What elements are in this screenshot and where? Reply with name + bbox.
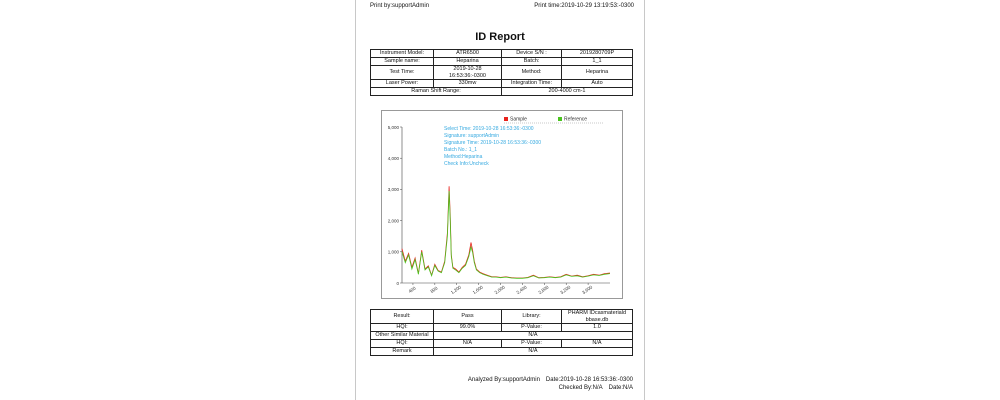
remark-value: N/A: [434, 348, 633, 356]
table-row: [371, 332, 633, 340]
x-tick-label: 3,200: [559, 284, 572, 296]
annotation-line: Batch No.: 1_1: [444, 147, 478, 153]
y-tick-label: 1,000: [387, 249, 399, 255]
x-tick-label: 3,600: [581, 284, 594, 296]
annotation-line: Method:Heparina: [444, 154, 483, 160]
instrument-model-value: ATR6500: [434, 50, 502, 58]
method-value: Heparina: [562, 66, 633, 80]
batch-value: 1_1: [562, 58, 633, 66]
info-table: [370, 49, 633, 96]
table-row: [371, 66, 633, 80]
spectrum-chart: [381, 110, 623, 299]
annotation-line: Signature Time: 2019-10-28 16:53:36:-0300: [444, 140, 542, 146]
x-tick-label: 400: [407, 285, 417, 294]
print-time: Print time:2019-10-29 13:19:53:-0300: [534, 3, 634, 9]
library-label: Library:: [502, 310, 562, 324]
test-time-label: Test Time:: [371, 66, 434, 80]
pvalue2-value: N/A: [562, 340, 633, 348]
other-similar-label: Other Similar Material: [371, 332, 434, 340]
analyzed-date: Date:2019-10-28 16:53:36:-0300: [545, 377, 633, 383]
spectrum-chart-svg: [382, 111, 622, 298]
table-row: [371, 50, 633, 58]
y-tick-label: 0: [396, 280, 399, 286]
legend-swatch-sample: [504, 117, 508, 121]
pvalue2-label: P-Value:: [502, 340, 562, 348]
other-similar-value: N/A: [434, 332, 633, 340]
x-tick-label: 800: [429, 285, 439, 294]
table-row: [371, 324, 633, 332]
footer-checked: [559, 385, 633, 391]
y-tick-label: 5,000: [387, 124, 399, 130]
table-row: [371, 310, 633, 324]
x-tick-label: 2,400: [515, 284, 528, 296]
sample-name-label: Sample name:: [371, 58, 434, 66]
batch-label: Batch:: [502, 58, 562, 66]
instrument-model-label: Instrument Model:: [371, 50, 434, 58]
hqi-label: HQI:: [371, 324, 434, 332]
hqi2-label: HQI:: [371, 340, 434, 348]
sample-name-value: Heparina: [434, 58, 502, 66]
x-tick-label: 1,600: [471, 284, 484, 296]
table-row: [371, 348, 633, 356]
test-time-value: 2019-10-28 16:53:36:-0300: [434, 66, 502, 80]
annotation-line: Check Info:Uncheck: [444, 161, 489, 167]
pvalue-value: 1.0: [562, 324, 633, 332]
device-sn-label: Device S/N :: [502, 50, 562, 58]
y-tick-label: 4,000: [387, 156, 399, 161]
pvalue-label: P-Value:: [502, 324, 562, 332]
footer-analyzed: [468, 377, 633, 383]
laser-power-label: Laser Power:: [371, 80, 434, 88]
series-line-reference: [402, 191, 610, 278]
result-label: Result:: [371, 310, 434, 324]
raman-range-label: Raman Shift Range:: [371, 88, 502, 96]
hqi2-value: N/A: [434, 340, 502, 348]
analyzed-by: Analyzed By:supportAdmin: [467, 377, 540, 383]
hqi-value: 99.0%: [434, 324, 502, 332]
y-tick-label: 3,000: [387, 187, 399, 193]
integration-time-value: Auto: [562, 80, 633, 88]
x-tick-label: 1,200: [449, 284, 462, 296]
method-label: Method:: [502, 66, 562, 80]
remark-label: Remark: [371, 348, 434, 356]
table-row: [371, 80, 633, 88]
report-title: ID Report: [475, 31, 525, 43]
legend-label-reference: Reference: [564, 116, 588, 123]
table-row: [371, 340, 633, 348]
result-table: [370, 309, 633, 356]
result-value: Pass: [434, 310, 502, 324]
legend-label-sample: Sample: [510, 116, 527, 123]
annotation-line: Signature: supportAdmin: [444, 133, 500, 139]
print-by: Print by:supportAdmin: [370, 3, 430, 9]
library-value: PHARM IDcasmateriald bbase.db: [562, 310, 633, 324]
raman-range-value: 200-4000 cm-1: [502, 88, 633, 96]
x-tick-label: 2,800: [537, 284, 550, 296]
table-row: [371, 58, 633, 66]
integration-time-label: Integration Time:: [502, 80, 562, 88]
y-tick-label: 2,000: [387, 218, 399, 224]
annotation-line: Select Time: 2019-10-28 16:53:36:-0300: [444, 126, 534, 132]
report-page: [355, 0, 645, 400]
checked-by: Checked By:N/A: [558, 385, 603, 391]
laser-power-value: 330mw: [434, 80, 502, 88]
device-sn-value: 2019280709P: [562, 50, 633, 58]
checked-date: Date:N/A: [608, 385, 633, 391]
table-row: [371, 88, 633, 96]
x-tick-label: 2,000: [493, 284, 506, 296]
legend-swatch-reference: [558, 117, 562, 121]
series-line-sample: [402, 186, 610, 278]
